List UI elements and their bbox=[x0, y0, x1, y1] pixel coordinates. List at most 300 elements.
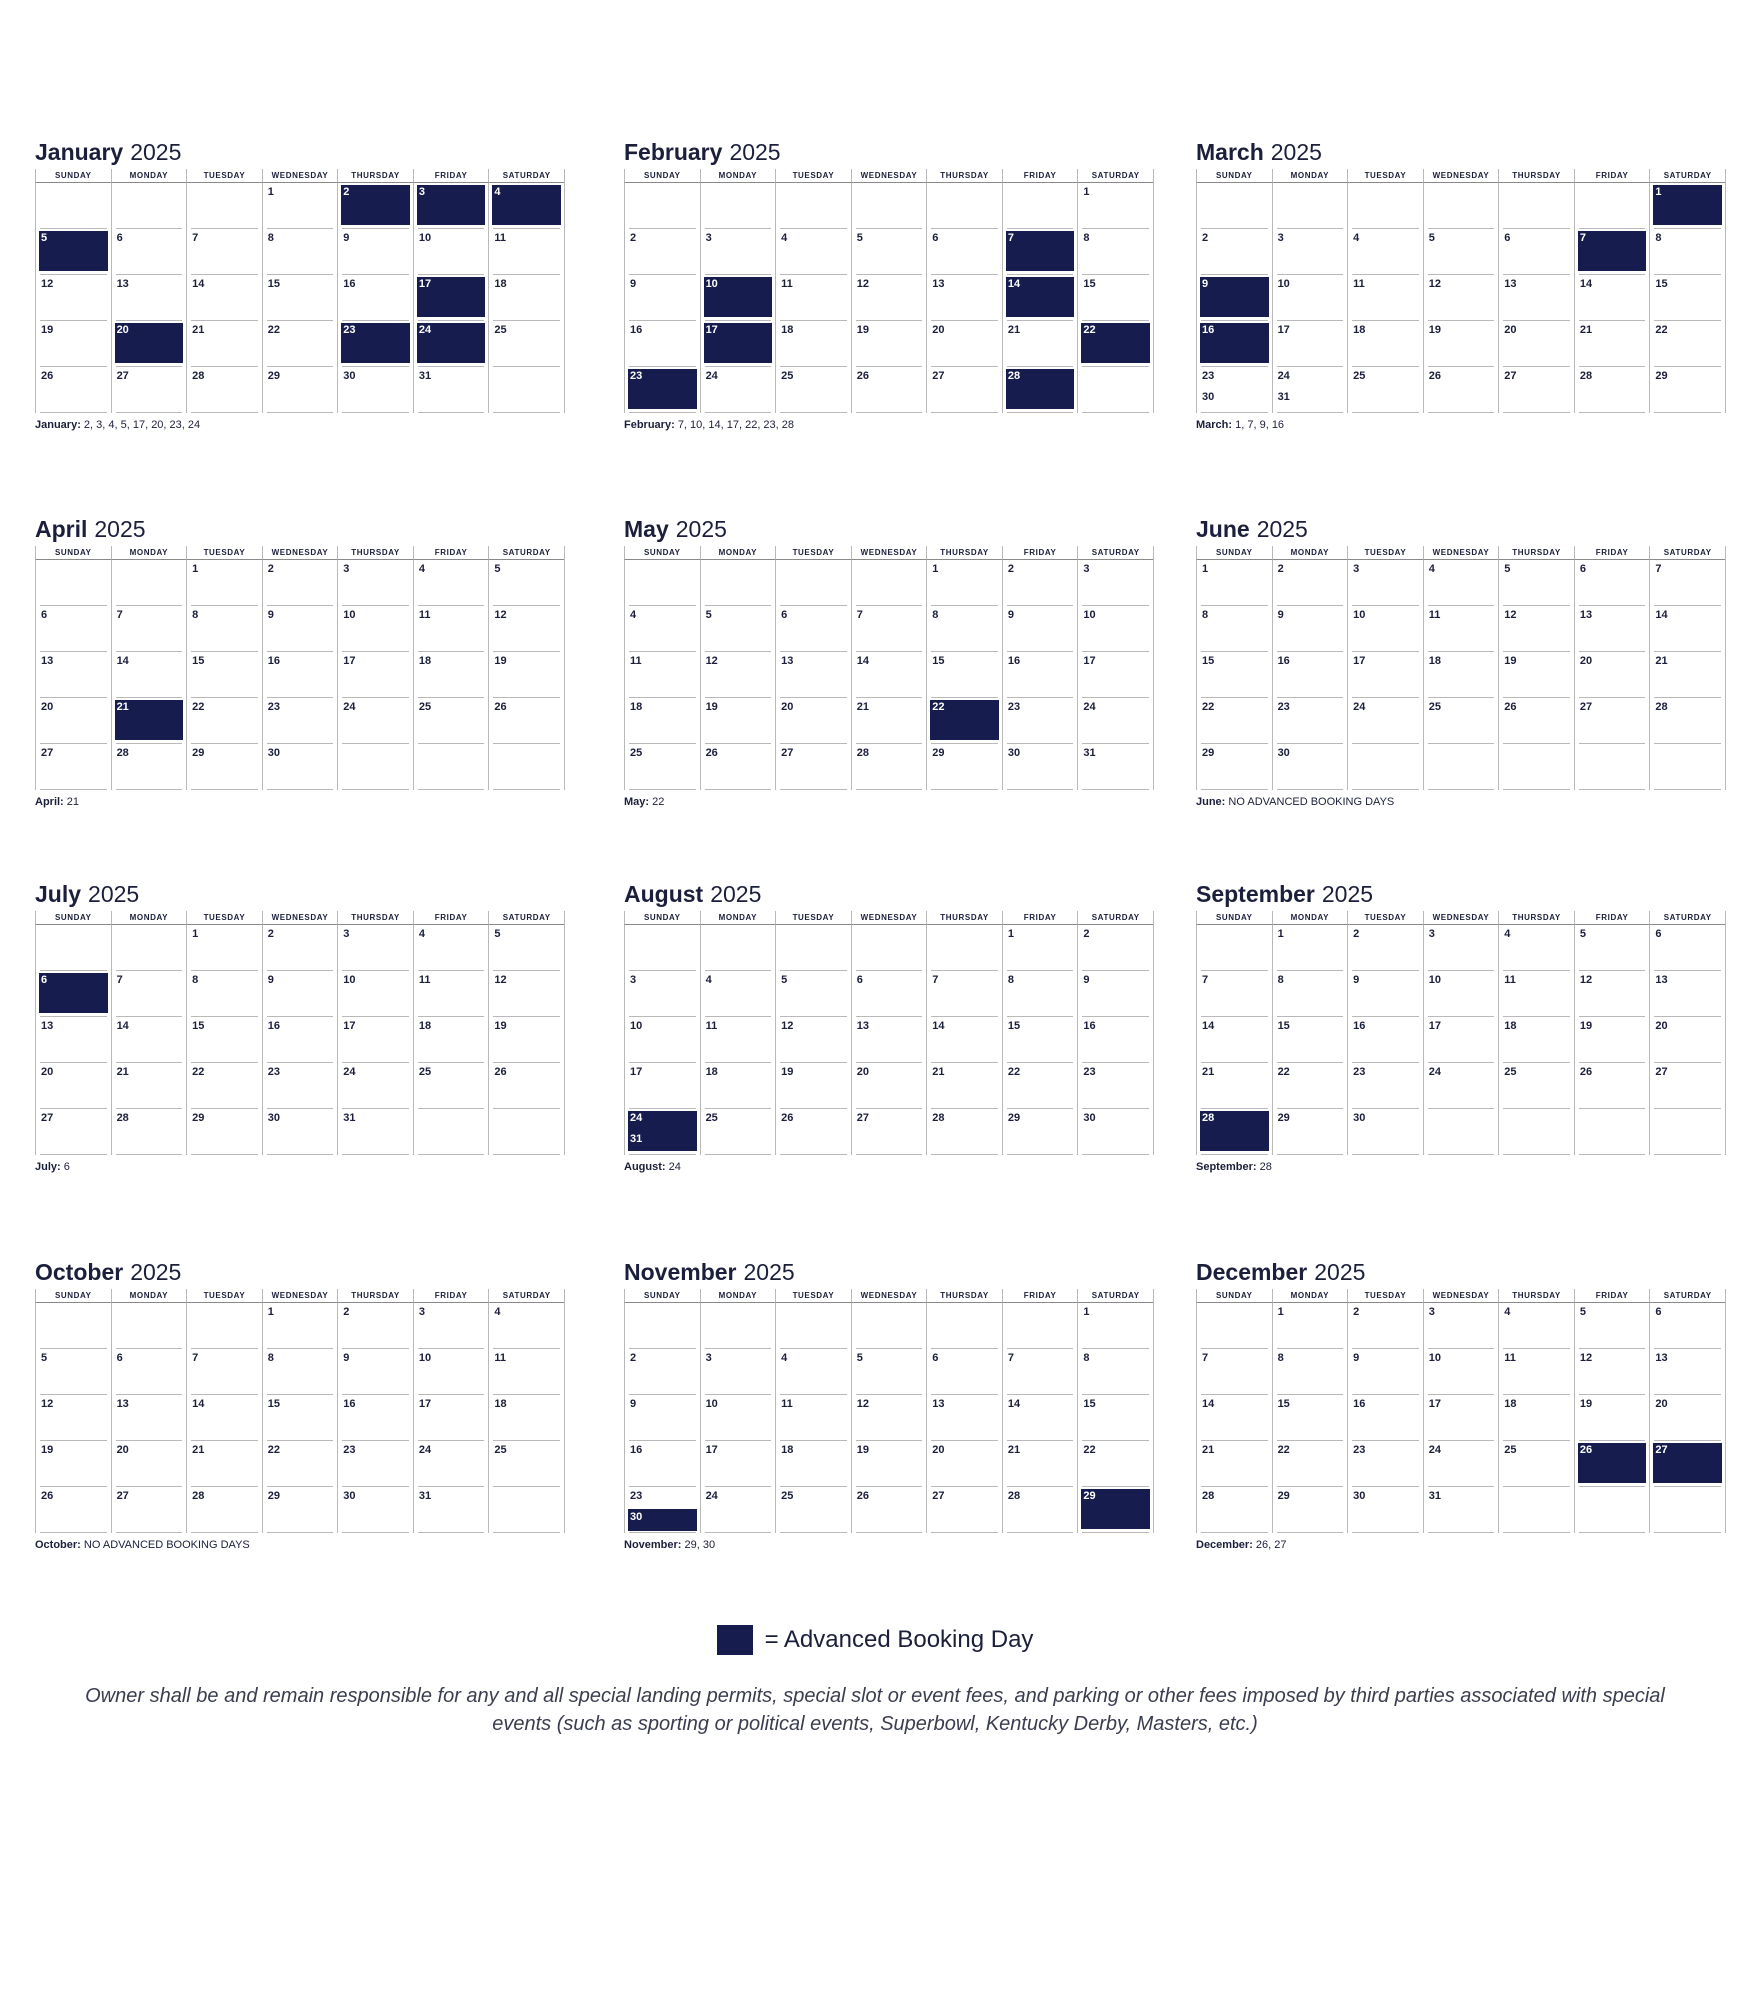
empty-cell bbox=[186, 183, 262, 229]
day-number: 28 bbox=[1579, 370, 1593, 382]
day-cell bbox=[1498, 321, 1574, 367]
day-number: 31 bbox=[418, 1490, 432, 1502]
weekday-header: TUESDAY bbox=[1347, 546, 1423, 560]
day-cell bbox=[1423, 606, 1499, 652]
day-number: 13 bbox=[856, 1020, 869, 1032]
weekday-header: TUESDAY bbox=[1347, 911, 1423, 925]
month-year: 2025 bbox=[729, 139, 781, 165]
weekday-header: THURSDAY bbox=[926, 546, 1002, 560]
day-cell bbox=[186, 229, 262, 275]
day-cell bbox=[1347, 560, 1423, 606]
day-number: 29 bbox=[192, 1112, 205, 1124]
day-cell bbox=[35, 1109, 111, 1155]
month-grid bbox=[624, 546, 1154, 790]
day-cell bbox=[1498, 1017, 1574, 1063]
day-number: 7 bbox=[932, 974, 939, 986]
day-number: 9 bbox=[1353, 974, 1360, 986]
day-cell bbox=[1196, 229, 1272, 275]
day-number: 27 bbox=[932, 1490, 945, 1502]
note-text: 1, 7, 9, 16 bbox=[1235, 419, 1285, 431]
day-number: 3 bbox=[1428, 1306, 1435, 1318]
day-number: 4 bbox=[418, 928, 425, 940]
day-cell bbox=[1574, 1303, 1650, 1349]
weekday-header: THURSDAY bbox=[926, 911, 1002, 925]
day-cell bbox=[35, 652, 111, 698]
weekday-header: MONDAY bbox=[1272, 1289, 1348, 1303]
day-number: 5 bbox=[494, 928, 501, 940]
weekday-header: SUNDAY bbox=[35, 546, 111, 560]
day-number: 24 bbox=[418, 324, 432, 336]
day-number: 27 bbox=[856, 1112, 869, 1124]
day-cell bbox=[851, 971, 927, 1017]
day-cell bbox=[1077, 1017, 1153, 1063]
day-cell bbox=[926, 275, 1002, 321]
day-cell bbox=[1002, 744, 1078, 790]
day-number: 7 bbox=[1007, 232, 1014, 244]
day-cell bbox=[926, 1441, 1002, 1487]
month-title bbox=[35, 877, 565, 911]
empty-cell bbox=[700, 925, 776, 971]
day-number: 11 bbox=[418, 974, 431, 986]
note-text: 24 bbox=[668, 1161, 681, 1173]
day-cell bbox=[1498, 275, 1574, 321]
month-title bbox=[624, 877, 1154, 911]
day-cell bbox=[337, 1109, 413, 1155]
day-cell bbox=[1574, 229, 1650, 275]
day-number: 16 bbox=[1277, 655, 1290, 667]
day-number: 25 bbox=[705, 1112, 718, 1124]
day-number: 23 bbox=[267, 1066, 280, 1078]
day-number: 6 bbox=[856, 974, 863, 986]
month-booking-note bbox=[624, 796, 1154, 808]
day-cell bbox=[624, 1487, 700, 1533]
day-cell bbox=[1196, 606, 1272, 652]
empty-cell bbox=[851, 1303, 927, 1349]
day-number: 3 bbox=[418, 1306, 425, 1318]
day-number: 29 bbox=[1655, 370, 1668, 382]
day-cell bbox=[1077, 1349, 1153, 1395]
weekday-header: MONDAY bbox=[111, 169, 187, 183]
month-grid bbox=[1196, 169, 1726, 413]
weekday-header: TUESDAY bbox=[186, 169, 262, 183]
day-cell bbox=[926, 1017, 1002, 1063]
day-cell bbox=[1498, 229, 1574, 275]
day-cell bbox=[926, 321, 1002, 367]
weekday-header: FRIDAY bbox=[413, 911, 489, 925]
day-cell bbox=[1347, 698, 1423, 744]
day-cell bbox=[413, 321, 489, 367]
day-number: 28 bbox=[116, 747, 129, 759]
day-number: 14 bbox=[932, 1020, 945, 1032]
day-cell bbox=[262, 1395, 338, 1441]
day-cell bbox=[488, 229, 564, 275]
day-number: 13 bbox=[41, 1020, 54, 1032]
day-cell bbox=[1077, 1487, 1153, 1533]
day-cell bbox=[700, 1349, 776, 1395]
day-cell bbox=[1574, 275, 1650, 321]
day-cell bbox=[624, 652, 700, 698]
day-number: 2 bbox=[630, 232, 637, 244]
day-cell bbox=[1574, 321, 1650, 367]
day-number: 16 bbox=[343, 1398, 356, 1410]
day-number: 12 bbox=[494, 974, 507, 986]
day-cell bbox=[111, 971, 187, 1017]
day-cell bbox=[775, 744, 851, 790]
day-cell bbox=[1423, 1303, 1499, 1349]
weekday-header: SUNDAY bbox=[35, 169, 111, 183]
day-cell bbox=[337, 698, 413, 744]
day-number: 18 bbox=[418, 1020, 432, 1032]
day-cell bbox=[111, 1349, 187, 1395]
day-number: 5 bbox=[41, 232, 48, 244]
day-number: 22 bbox=[1007, 1066, 1021, 1078]
day-cell bbox=[1002, 1017, 1078, 1063]
day-number: 24 bbox=[705, 1490, 718, 1502]
booking-highlight bbox=[492, 185, 561, 225]
day-cell bbox=[1574, 925, 1650, 971]
weekday-header: WEDNESDAY bbox=[262, 169, 338, 183]
day-number: 4 bbox=[418, 563, 425, 575]
day-cell bbox=[1077, 606, 1153, 652]
day-cell bbox=[413, 1441, 489, 1487]
weekday-header: FRIDAY bbox=[413, 546, 489, 560]
day-cell bbox=[1077, 1109, 1153, 1155]
day-cell bbox=[775, 698, 851, 744]
month-grid bbox=[624, 1289, 1154, 1533]
day-number: 15 bbox=[932, 655, 945, 667]
legend bbox=[0, 1625, 1750, 1655]
empty-cell bbox=[851, 560, 927, 606]
day-number: 13 bbox=[781, 655, 794, 667]
weekday-header: SUNDAY bbox=[624, 546, 700, 560]
day-number: 25 bbox=[494, 1444, 507, 1456]
note-label: March: bbox=[1196, 419, 1233, 431]
day-cell bbox=[337, 1487, 413, 1533]
day-cell bbox=[1649, 971, 1725, 1017]
day-number: 22 bbox=[1277, 1066, 1290, 1078]
day-number: 21 bbox=[116, 701, 129, 713]
day-cell bbox=[1423, 925, 1499, 971]
empty-cell bbox=[851, 183, 927, 229]
day-number: 15 bbox=[267, 1398, 280, 1410]
day-number: 25 bbox=[1504, 1066, 1517, 1078]
day-number: 20 bbox=[1655, 1398, 1668, 1410]
day-cell bbox=[1498, 367, 1574, 413]
day-cell bbox=[851, 367, 927, 413]
empty-cell bbox=[1002, 1303, 1078, 1349]
day-number: 20 bbox=[1579, 655, 1593, 667]
day-number: 31 bbox=[1083, 747, 1096, 759]
day-number: 28 bbox=[932, 1112, 945, 1124]
day-number: 21 bbox=[1007, 324, 1021, 336]
day-cell bbox=[262, 652, 338, 698]
day-cell bbox=[186, 1395, 262, 1441]
day-cell bbox=[624, 1063, 700, 1109]
empty-cell bbox=[1002, 183, 1078, 229]
day-cell bbox=[775, 229, 851, 275]
day-number: 8 bbox=[192, 974, 199, 986]
weekday-header: TUESDAY bbox=[775, 169, 851, 183]
day-number: 21 bbox=[1007, 1444, 1021, 1456]
day-cell bbox=[775, 1063, 851, 1109]
day-cell bbox=[1574, 1441, 1650, 1487]
day-cell bbox=[1272, 1109, 1348, 1155]
month-grid bbox=[35, 169, 565, 413]
note-label: August: bbox=[624, 1161, 666, 1173]
day-cell bbox=[1002, 1063, 1078, 1109]
day-cell bbox=[111, 1395, 187, 1441]
day-cell bbox=[1077, 1063, 1153, 1109]
day-number: 10 bbox=[418, 232, 432, 244]
day-number: 15 bbox=[192, 1020, 205, 1032]
day-cell bbox=[1272, 1441, 1348, 1487]
day-cell bbox=[1077, 229, 1153, 275]
weekday-header: THURSDAY bbox=[337, 1289, 413, 1303]
weekday-header: MONDAY bbox=[111, 911, 187, 925]
day-number: 7 bbox=[1202, 974, 1209, 986]
day-number: 3 bbox=[1083, 563, 1090, 575]
day-number: 9 bbox=[1353, 1352, 1360, 1364]
day-cell bbox=[700, 1441, 776, 1487]
day-number: 11 bbox=[1504, 974, 1516, 986]
day-cell bbox=[1196, 1395, 1272, 1441]
day-cell bbox=[1649, 1395, 1725, 1441]
empty-cell bbox=[1196, 925, 1272, 971]
day-number: 8 bbox=[932, 609, 939, 621]
day-number: 1 bbox=[1655, 186, 1662, 198]
day-cell bbox=[1574, 698, 1650, 744]
day-number: 16 bbox=[267, 1020, 280, 1032]
day-cell bbox=[262, 698, 338, 744]
empty-cell bbox=[35, 183, 111, 229]
day-cell bbox=[262, 1017, 338, 1063]
day-cell bbox=[926, 698, 1002, 744]
day-number: 24 bbox=[630, 1112, 643, 1124]
day-number: 9 bbox=[1277, 609, 1284, 621]
empty-cell bbox=[1574, 1487, 1650, 1533]
weekday-header: THURSDAY bbox=[1498, 169, 1574, 183]
day-cell bbox=[926, 1349, 1002, 1395]
weekday-header: SUNDAY bbox=[624, 1289, 700, 1303]
day-number: 20 bbox=[116, 324, 129, 336]
day-cell bbox=[1347, 1349, 1423, 1395]
day-cell bbox=[1498, 1349, 1574, 1395]
day-number: 18 bbox=[1353, 324, 1366, 336]
day-number: 23 bbox=[630, 370, 643, 382]
day-cell bbox=[413, 652, 489, 698]
day-cell bbox=[1347, 652, 1423, 698]
weekday-header: THURSDAY bbox=[1498, 546, 1574, 560]
day-number: 23 bbox=[1083, 1066, 1096, 1078]
day-number: 28 bbox=[116, 1112, 129, 1124]
day-cell bbox=[413, 1063, 489, 1109]
day-cell bbox=[1196, 652, 1272, 698]
day-number: 13 bbox=[116, 278, 129, 290]
weekday-header: SATURDAY bbox=[1649, 169, 1725, 183]
day-number: 21 bbox=[1202, 1066, 1215, 1078]
day-number: 24 bbox=[343, 1066, 356, 1078]
day-cell bbox=[624, 1349, 700, 1395]
day-number: 24 bbox=[1428, 1066, 1441, 1078]
day-number: 31 bbox=[418, 370, 432, 382]
month-june bbox=[1196, 512, 1726, 808]
day-cell bbox=[1347, 606, 1423, 652]
day-cell bbox=[775, 1487, 851, 1533]
month-name: April bbox=[35, 516, 88, 542]
month-year: 2025 bbox=[130, 1259, 182, 1285]
day-number: 21 bbox=[192, 324, 205, 336]
month-name: August bbox=[624, 881, 704, 907]
day-number: 21 bbox=[1579, 324, 1593, 336]
weekday-header: TUESDAY bbox=[186, 911, 262, 925]
day-cell bbox=[926, 971, 1002, 1017]
day-number: 12 bbox=[494, 609, 507, 621]
day-number: 7 bbox=[192, 1352, 199, 1364]
day-cell bbox=[1574, 652, 1650, 698]
day-cell bbox=[624, 698, 700, 744]
empty-cell bbox=[1077, 367, 1153, 413]
weekday-header: THURSDAY bbox=[337, 169, 413, 183]
day-cell bbox=[1196, 971, 1272, 1017]
day-cell bbox=[1272, 1395, 1348, 1441]
day-number: 27 bbox=[41, 747, 54, 759]
day-number: 26 bbox=[41, 1490, 54, 1502]
weekday-header: SUNDAY bbox=[1196, 1289, 1272, 1303]
day-cell bbox=[1649, 652, 1725, 698]
day-number: 1 bbox=[267, 1306, 274, 1318]
day-number: 30 bbox=[343, 370, 356, 382]
day-cell bbox=[262, 321, 338, 367]
note-text: 2, 3, 4, 5, 17, 20, 23, 24 bbox=[83, 419, 201, 431]
empty-cell bbox=[1498, 1487, 1574, 1533]
day-number: 29 bbox=[1202, 747, 1215, 759]
legend-swatch bbox=[717, 1625, 753, 1655]
month-name: January bbox=[35, 139, 124, 165]
day-number: 5 bbox=[1579, 928, 1586, 940]
day-number: 9 bbox=[1202, 278, 1209, 290]
day-number: 1 bbox=[192, 928, 199, 940]
day-cell bbox=[1002, 925, 1078, 971]
empty-cell bbox=[1423, 183, 1499, 229]
day-number: 17 bbox=[705, 324, 718, 336]
day-cell bbox=[262, 183, 338, 229]
day-cell bbox=[624, 971, 700, 1017]
month-grid bbox=[1196, 1289, 1726, 1533]
day-number: 17 bbox=[1428, 1398, 1441, 1410]
month-name: February bbox=[624, 139, 723, 165]
day-cell bbox=[1498, 652, 1574, 698]
day-number: 27 bbox=[116, 1490, 129, 1502]
day-number: 31 bbox=[343, 1112, 356, 1124]
day-cell bbox=[1272, 925, 1348, 971]
day-cell bbox=[262, 275, 338, 321]
day-cell bbox=[775, 275, 851, 321]
day-cell bbox=[35, 1017, 111, 1063]
day-cell bbox=[488, 1395, 564, 1441]
day-number: 2 bbox=[267, 928, 274, 940]
day-number: 22 bbox=[1083, 324, 1096, 336]
day-number: 24 bbox=[1428, 1444, 1441, 1456]
day-number: 14 bbox=[192, 278, 205, 290]
month-grid bbox=[1196, 546, 1726, 790]
day-number: 19 bbox=[705, 701, 718, 713]
day-cell bbox=[111, 367, 187, 413]
day-cell bbox=[1077, 698, 1153, 744]
day-number: 8 bbox=[1202, 609, 1209, 621]
day-number: 15 bbox=[1277, 1020, 1290, 1032]
day-number: 15 bbox=[192, 655, 205, 667]
day-number: 26 bbox=[705, 747, 718, 759]
day-number: 6 bbox=[116, 232, 123, 244]
day-cell bbox=[1347, 1395, 1423, 1441]
day-cell bbox=[262, 1303, 338, 1349]
weekday-header: SATURDAY bbox=[1649, 546, 1725, 560]
day-number: 18 bbox=[418, 655, 432, 667]
day-cell bbox=[1347, 229, 1423, 275]
day-number: 24 bbox=[705, 370, 718, 382]
day-cell bbox=[851, 321, 927, 367]
day-cell bbox=[35, 606, 111, 652]
day-cell bbox=[1498, 1395, 1574, 1441]
day-number: 10 bbox=[1083, 609, 1096, 621]
day-cell bbox=[1272, 606, 1348, 652]
day-number: 23 bbox=[1277, 701, 1290, 713]
day-cell bbox=[1498, 971, 1574, 1017]
day-cell bbox=[700, 1063, 776, 1109]
day-cell bbox=[1498, 560, 1574, 606]
weekday-header: SATURDAY bbox=[1077, 546, 1153, 560]
day-number: 1 bbox=[1083, 1306, 1090, 1318]
weekday-header: WEDNESDAY bbox=[851, 911, 927, 925]
day-number: 27 bbox=[1579, 701, 1593, 713]
day-number: 6 bbox=[932, 232, 939, 244]
day-cell bbox=[488, 1441, 564, 1487]
day-cell bbox=[262, 1487, 338, 1533]
day-cell bbox=[1002, 1395, 1078, 1441]
day-cell bbox=[1347, 1487, 1423, 1533]
day-cell bbox=[926, 1395, 1002, 1441]
day-number: 28 bbox=[856, 747, 869, 759]
day-number: 22 bbox=[1083, 1444, 1096, 1456]
weekday-header: THURSDAY bbox=[1498, 1289, 1574, 1303]
month-title bbox=[35, 135, 565, 169]
day-cell bbox=[851, 1395, 927, 1441]
day-number: 30 bbox=[267, 747, 280, 759]
note-label: January: bbox=[35, 419, 81, 431]
day-cell bbox=[1077, 1303, 1153, 1349]
note-label: April: bbox=[35, 796, 64, 808]
day-cell bbox=[35, 367, 111, 413]
day-cell bbox=[1196, 1441, 1272, 1487]
day-number: 12 bbox=[1428, 278, 1441, 290]
day-cell bbox=[775, 1349, 851, 1395]
day-cell bbox=[1347, 275, 1423, 321]
day-number: 4 bbox=[1504, 928, 1511, 940]
day-number: 22 bbox=[1655, 324, 1668, 336]
day-cell bbox=[1272, 1017, 1348, 1063]
day-number: 12 bbox=[856, 1398, 869, 1410]
day-number: 29 bbox=[267, 1490, 280, 1502]
day-number: 9 bbox=[343, 1352, 350, 1364]
day-number: 15 bbox=[1277, 1398, 1290, 1410]
day-number: 26 bbox=[856, 1490, 869, 1502]
day-number: 30 bbox=[1007, 747, 1021, 759]
day-cell bbox=[111, 1109, 187, 1155]
day-cell bbox=[337, 925, 413, 971]
day-cell bbox=[1498, 925, 1574, 971]
day-number: 13 bbox=[1579, 609, 1593, 621]
day-number: 30 bbox=[1277, 747, 1290, 759]
